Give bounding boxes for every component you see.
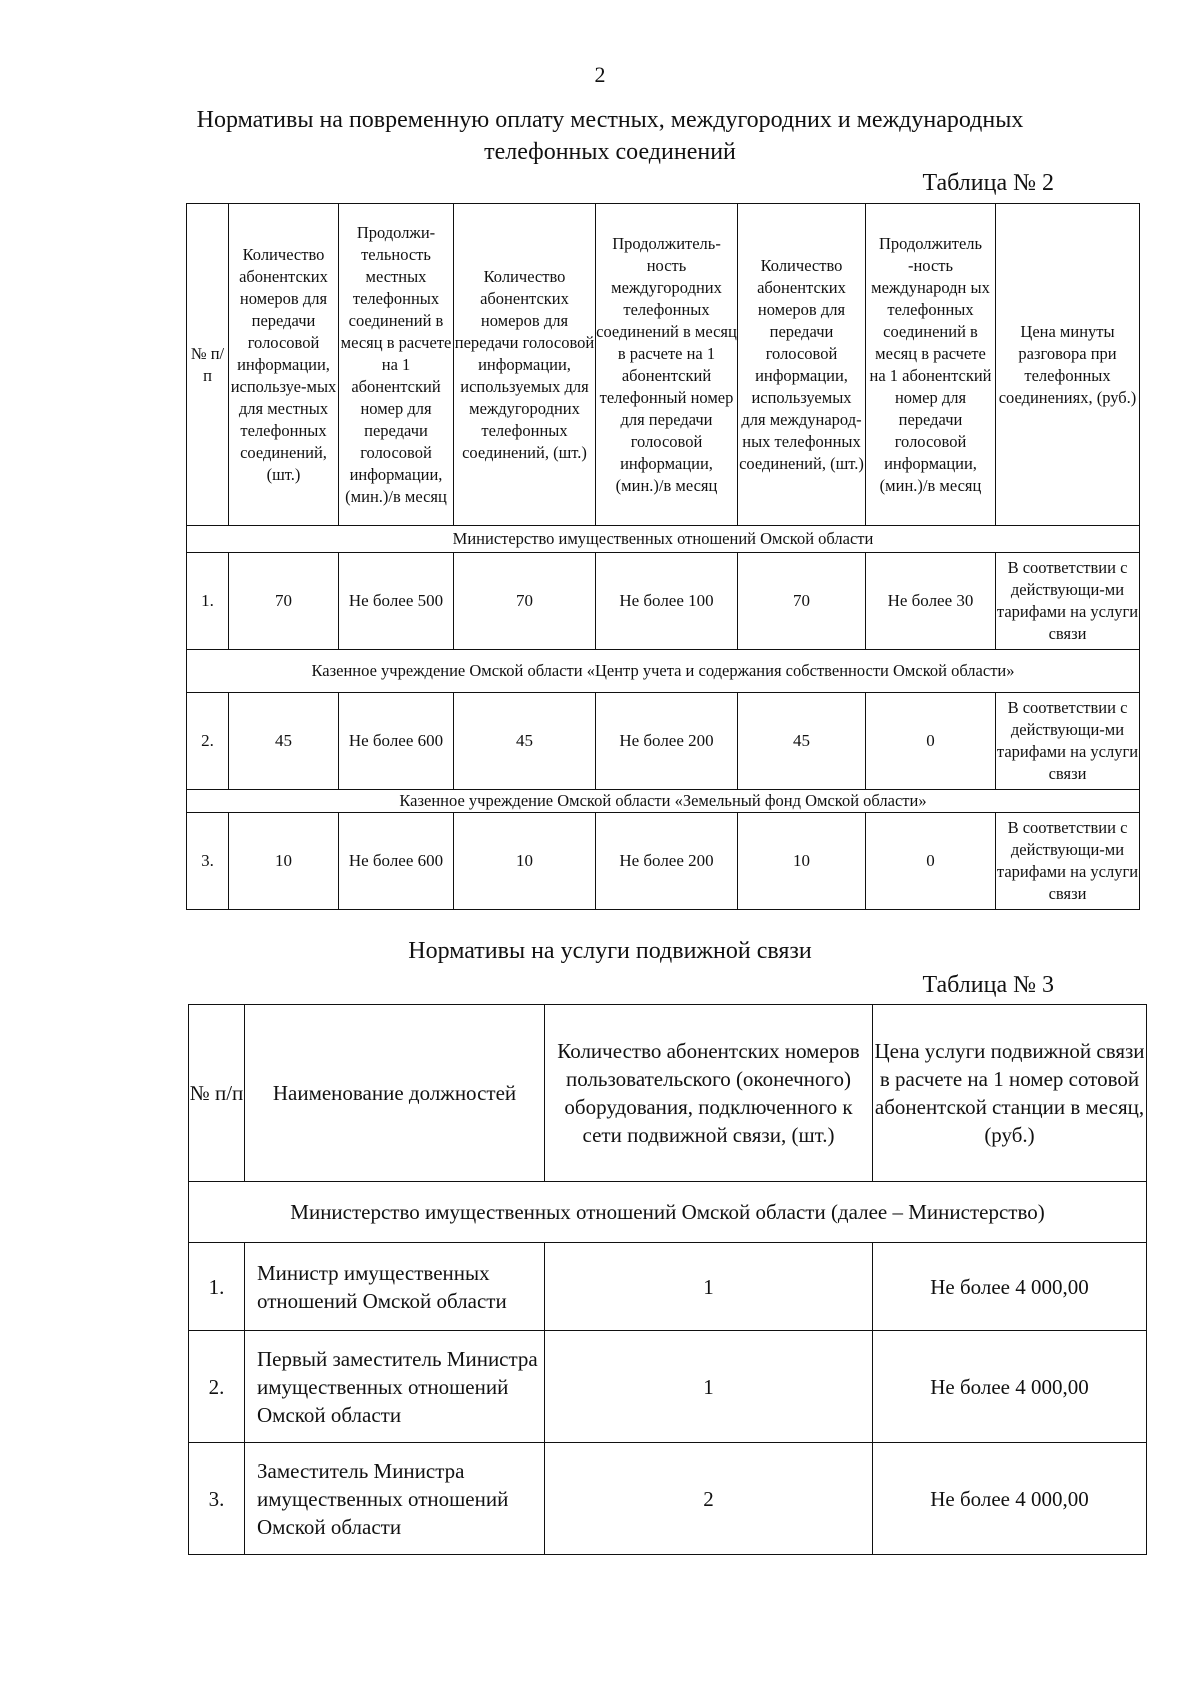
table-row <box>189 1443 1147 1555</box>
table2-cell: 70 <box>229 553 339 650</box>
table3-cell: 1. <box>189 1243 245 1331</box>
table2-cell: Не более 100 <box>596 553 738 650</box>
table2-cell: 70 <box>454 553 596 650</box>
table3-cell: 2. <box>189 1331 245 1443</box>
table2-org-row <box>187 526 1140 553</box>
table3-cell: Не более 4 000,00 <box>873 1443 1147 1555</box>
table3-cell: Не более 4 000,00 <box>873 1243 1147 1331</box>
table2-org-row <box>187 790 1140 813</box>
table2-cell: В соответствии с действующи-ми тарифами на услуги связи <box>996 553 1140 650</box>
table2-header-cell: Количество абонентских номеров для передачи голосовой информации, используе-мых для местных телефонных соединений, (шт.) <box>229 204 339 526</box>
table2-cell: 10 <box>738 813 866 910</box>
table2-cell: 0 <box>866 693 996 790</box>
table2-cell: Не более 30 <box>866 553 996 650</box>
table2-cell: В соответствии с действующи-ми тарифами на услуги связи <box>996 693 1140 790</box>
table2-cell: 2. <box>187 693 229 790</box>
table2-cell: Не более 600 <box>339 693 454 790</box>
table3-cell: 2 <box>545 1443 873 1555</box>
table-row <box>187 553 1140 650</box>
table3-caption: Таблица № 3 <box>922 972 1054 998</box>
table3-cell: Не более 4 000,00 <box>873 1331 1147 1443</box>
table3-title: Нормативы на услуги подвижной связи <box>408 938 812 964</box>
table-row <box>187 813 1140 910</box>
table3-org-name: Министерство имущественных отношений Омской области (далее – Министерство) <box>189 1182 1147 1243</box>
table3-header-cell: Наименование должностей <box>245 1005 545 1182</box>
table2-header-cell: Продолжитель-ность междугородних телефонных соединений в месяц в расчете на 1 абонентский телефонный номер для передачи голосовой информации, (мин.)/в месяц <box>596 204 738 526</box>
table2-header-cell: Количество абонентских номеров для передачи голосовой информации, используемых для междугородних телефонных соединений, (шт.) <box>454 204 596 526</box>
table2-cell: Не более 500 <box>339 553 454 650</box>
table2-header-cell: Продолжитель -ность международн ых телефонных соединений в месяц в расчете на 1 абонентский номер для передачи голосовой информации, (мин.)/в месяц <box>866 204 996 526</box>
table2-cell: 10 <box>454 813 596 910</box>
table2-cell: В соответствии с действующи-ми тарифами на услуги связи <box>996 813 1140 910</box>
table3-cell: 1 <box>545 1331 873 1443</box>
table3-header-cell: Цена услуги подвижной связи в расчете на 1 номер сотовой абонентской станции в месяц, (руб.) <box>873 1005 1147 1182</box>
table2-org-name: Казенное учреждение Омской области «Земельный фонд Омской области» <box>187 790 1140 813</box>
table2-header-row <box>187 204 1140 526</box>
table2-cell: 70 <box>738 553 866 650</box>
table3-cell: 3. <box>189 1443 245 1555</box>
table3-cell: 1 <box>545 1243 873 1331</box>
table-row <box>187 693 1140 790</box>
table-row <box>189 1243 1147 1331</box>
table2-header-cell: Продолжи-тельность местных телефонных соединений в месяц в расчете на 1 абонентский номер для передачи голосовой информации, (мин.)/в месяц <box>339 204 454 526</box>
table2-cell: 1. <box>187 553 229 650</box>
table2-cell: Не более 200 <box>596 693 738 790</box>
table2-caption: Таблица № 2 <box>922 170 1054 196</box>
table3-header-row <box>189 1005 1147 1182</box>
table3-header-cell: № п/п <box>189 1005 245 1182</box>
table2-cell: Не более 200 <box>596 813 738 910</box>
table2-header-cell: Количество абонентских номеров для передачи голосовой информации, используемых для международ-ных телефонных соединений, (шт.) <box>738 204 866 526</box>
table3-header-cell: Количество абонентских номеров пользовательского (оконечного) оборудования, подключенного к сети подвижной связи, (шт.) <box>545 1005 873 1182</box>
table3-position: Министр имущественных отношений Омской области <box>245 1243 545 1331</box>
table3-org-row <box>189 1182 1147 1243</box>
table2-cell: Не более 600 <box>339 813 454 910</box>
table2-header-cell: № п/п <box>187 204 229 526</box>
table3-position: Первый заместитель Министра имущественных отношений Омской области <box>245 1331 545 1443</box>
page-number: 2 <box>594 62 606 87</box>
table2-title: Нормативы на повременную оплату местных, междугородних и международных телефонных соединений <box>196 107 1024 165</box>
table3-position: Заместитель Министра имущественных отношений Омской области <box>245 1443 545 1555</box>
table2 <box>186 203 1140 910</box>
table2-cell: 3. <box>187 813 229 910</box>
table2-header-cell: Цена минуты разговора при телефонных соединениях, (руб.) <box>996 204 1140 526</box>
table2-cell: 45 <box>229 693 339 790</box>
table3 <box>188 1004 1147 1555</box>
table2-org-row <box>187 650 1140 693</box>
table2-org-name: Казенное учреждение Омской области «Центр учета и содержания собственности Омской области» <box>187 650 1140 693</box>
table2-org-name: Министерство имущественных отношений Омской области <box>187 526 1140 553</box>
table2-cell: 10 <box>229 813 339 910</box>
table2-cell: 45 <box>454 693 596 790</box>
table2-cell: 0 <box>866 813 996 910</box>
table-row <box>189 1331 1147 1443</box>
table2-cell: 45 <box>738 693 866 790</box>
